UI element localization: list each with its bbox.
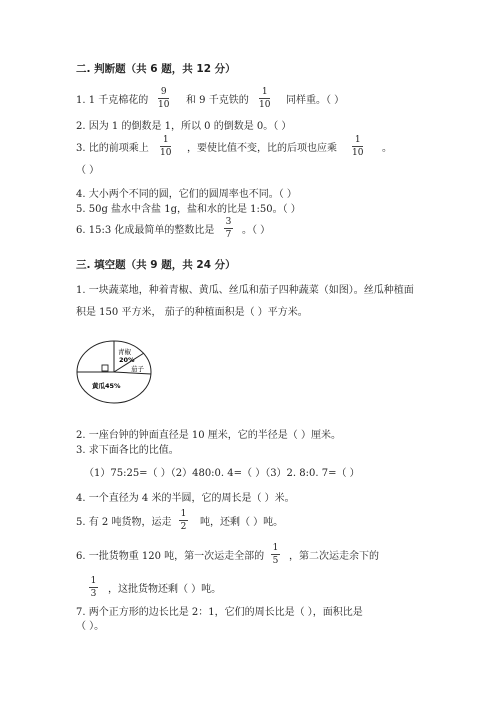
numerator: 1 xyxy=(354,135,361,145)
q-text: 和 9 千克铁的 xyxy=(186,95,249,106)
slice-label-huanggua: 黄瓜45% xyxy=(92,382,121,390)
numerator: 9 xyxy=(160,87,167,97)
numerator: 3 xyxy=(225,217,232,227)
q-text: ，这批货物还剩（ ）吨。 xyxy=(108,584,222,595)
q-text: 。（ ） xyxy=(242,225,271,236)
numerator: 1 xyxy=(162,135,169,145)
question-3-2: 2. 一座台钟的钟面直径是 10 厘米，它的半径是（ ）厘米。 xyxy=(76,430,341,441)
denominator: 10 xyxy=(158,100,170,110)
fraction xyxy=(352,136,363,158)
denominator: 2 xyxy=(180,522,187,532)
q-text: 5. 有 2 吨货物，运走 xyxy=(76,517,172,528)
q-text: ，第二次运走余下的 xyxy=(289,551,379,562)
fraction xyxy=(259,88,270,110)
question-3-1-line2: 积是 150 平方米， 茄子的种植面积是（ ）平方米。 xyxy=(76,307,308,318)
vegetable-pie-chart xyxy=(74,336,158,406)
question-2-5: 5. 50g 盐水中含盐 1g，盐和水的比是 1:50。（ ） xyxy=(76,204,301,215)
question-3-4: 4. 一个直径为 4 米的半圆，它的周长是（ ）米。 xyxy=(76,493,295,504)
section-3-heading: 三. 填空题（共 9 题，共 24 分） xyxy=(76,259,236,271)
numerator: 1 xyxy=(180,509,187,519)
q-text: 6. 一批货物重 120 吨，第一次运走全部的 xyxy=(76,551,265,562)
numerator: 1 xyxy=(272,543,279,553)
fraction xyxy=(271,544,280,566)
numerator: 1 xyxy=(261,87,268,97)
denominator: 7 xyxy=(225,230,232,240)
slice-label-qingjiao: 青椒 xyxy=(118,348,131,356)
denominator: 10 xyxy=(160,148,172,158)
denominator: 10 xyxy=(259,100,271,110)
numerator: 1 xyxy=(90,576,97,586)
fraction xyxy=(179,510,188,532)
denominator: 5 xyxy=(272,556,279,566)
question-3-3: 3. 求下面各比的比值。 xyxy=(76,445,179,456)
question-3-3-items: （1）75:25=（ ）（2）480:0. 4=（ ）（3）2. 8:0. 7=（ ） xyxy=(84,468,360,479)
q-text: 。 xyxy=(382,143,392,154)
q-text: ，要使比值不变，比的后项也应乘 xyxy=(187,143,337,154)
question-3-7-line2: （ ）。 xyxy=(76,621,105,632)
answer-paren: （ ） xyxy=(76,165,100,176)
fraction xyxy=(89,577,98,599)
denominator: 10 xyxy=(352,148,364,158)
q-text: 吨，还剩（ ）吨。 xyxy=(200,517,284,528)
question-2-2: 2. 因为 1 的倒数是 1，所以 0 的倒数是 0。（ ） xyxy=(76,121,292,132)
q-text: 同样重。（ ） xyxy=(286,95,345,106)
fraction xyxy=(160,136,171,158)
question-3-7-line1: 7. 两个正方形的边长比是 2：1，它们的周长比是（ ），面积比是 xyxy=(76,607,363,618)
question-3-1-line1: 1. 一块蔬菜地，种着青椒、黄瓜、丝瓜和茄子四种蔬菜（如图）。丝瓜种植面 xyxy=(76,285,414,296)
slice-label-qiezi: 茄子 xyxy=(131,365,144,373)
fraction xyxy=(224,218,233,240)
question-2-4: 4. 大小两个不同的圆，它们的圆周率也不同。（ ） xyxy=(76,189,297,200)
q-text: 1. 1 千克棉花的 xyxy=(76,95,149,106)
denominator: 3 xyxy=(90,589,97,599)
fraction xyxy=(158,88,169,110)
slice-label-20pct: 20% xyxy=(119,356,135,364)
q-text: 6. 15:3 化成最简单的整数比是 xyxy=(76,225,215,236)
q-text: 3. 比的前项乘上 xyxy=(76,143,149,154)
section-2-heading: 二. 判断题（共 6 题，共 12 分） xyxy=(76,63,236,75)
